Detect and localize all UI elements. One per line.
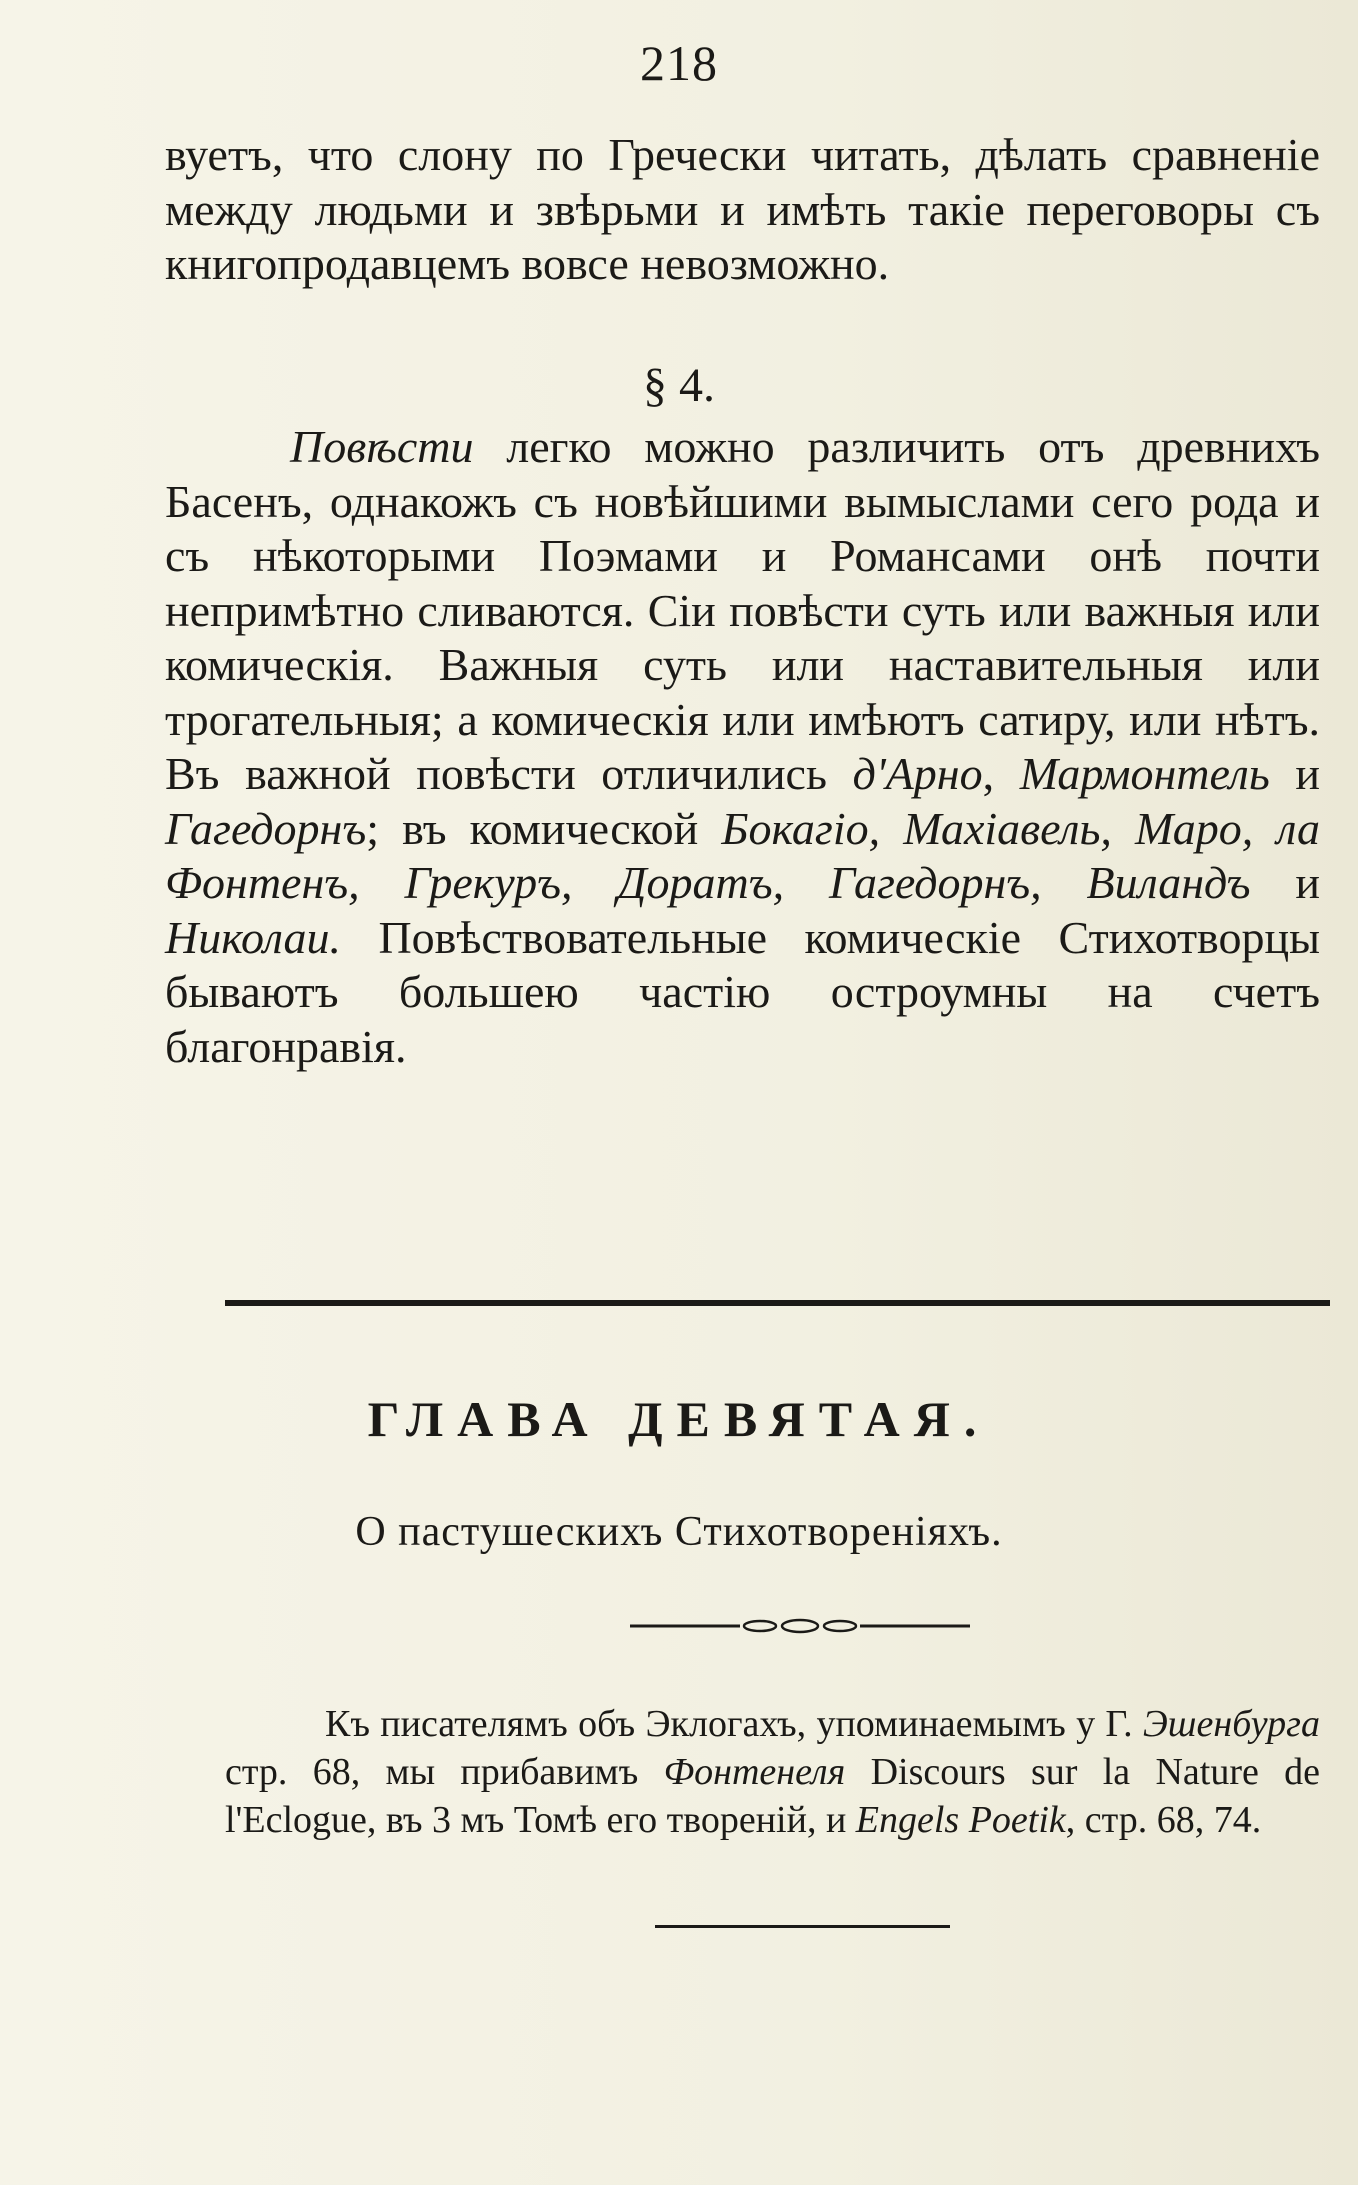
paragraph-text: легко можно различить отъ древнихъ Басенъ, однакожъ съ новѣйшими вымыслами сего рода и съ нѣкоторыми Поэмами и Романсами онѣ почти непримѣтно сливаются. Сіи повѣсти суть или важныя или комическія. Важныя суть или наставительныя или трогательныя; а комическія или имѣютъ сатиру, или нѣтъ. Въ важной повѣсти отличились [165,421,1320,799]
separator: , [982,748,1020,799]
author-name: Фонтенеля [663,1751,846,1793]
author-name: Эшенбурга [1142,1703,1320,1745]
footnote-paragraph [225,1700,1320,1844]
author-name: д'Арно [852,748,983,799]
paragraph-text: ; въ комической [366,802,722,854]
end-rule [655,1925,950,1928]
continuation-paragraph: вуетъ, что слону по Гречески читать, дѣлать сравненіе между людьми и звѣрьми и имѣть такіе переговоры съ книгопродавцемъ вовсе невозможно. [165,129,1320,289]
chapter-subtitle: О пастушескихъ Стихотвореніяхъ. [355,1509,1003,1555]
section-4-paragraph [165,420,1320,1074]
paragraph-text: Повѣствовательные комическіе Стихотворцы бываютъ большею частію остроумны на счетъ благонравія. [165,911,1320,1072]
footnote-text: стр. 68, мы прибавимъ [225,1751,664,1793]
page-number: 218 [640,35,718,91]
author-names-list: Бокагіо, Махіавель, Маро, ла Фонтенъ, Грекуръ, Доратъ, Гагедорнъ, Виландъ [165,802,1320,908]
footnote-text: Discours sur la Nature de l'Eclogue, въ 3 мъ Томѣ его твореній, и [225,1751,1320,1841]
ornament-divider [630,1616,970,1636]
book-title: Engels Poetik [855,1799,1066,1841]
author-name: Мармонтель [1019,748,1270,799]
term-povesti: Повѣсти [290,421,474,472]
author-name: Николаи. [165,911,341,963]
chapter-title: ГЛАВА ДЕВЯТАЯ. [367,1391,991,1447]
separator: и [1269,748,1321,799]
section-heading: § 4. [643,359,715,412]
footnote-text: Къ писателямъ объ Эклогахъ, упоминаемымъ у Г. [325,1703,1143,1745]
chapter-divider-rule [225,1300,1330,1306]
separator: и [1250,857,1320,908]
footnote-text: , стр. 68, 74. [1065,1799,1262,1841]
author-name: Гагедорнъ [165,802,367,854]
